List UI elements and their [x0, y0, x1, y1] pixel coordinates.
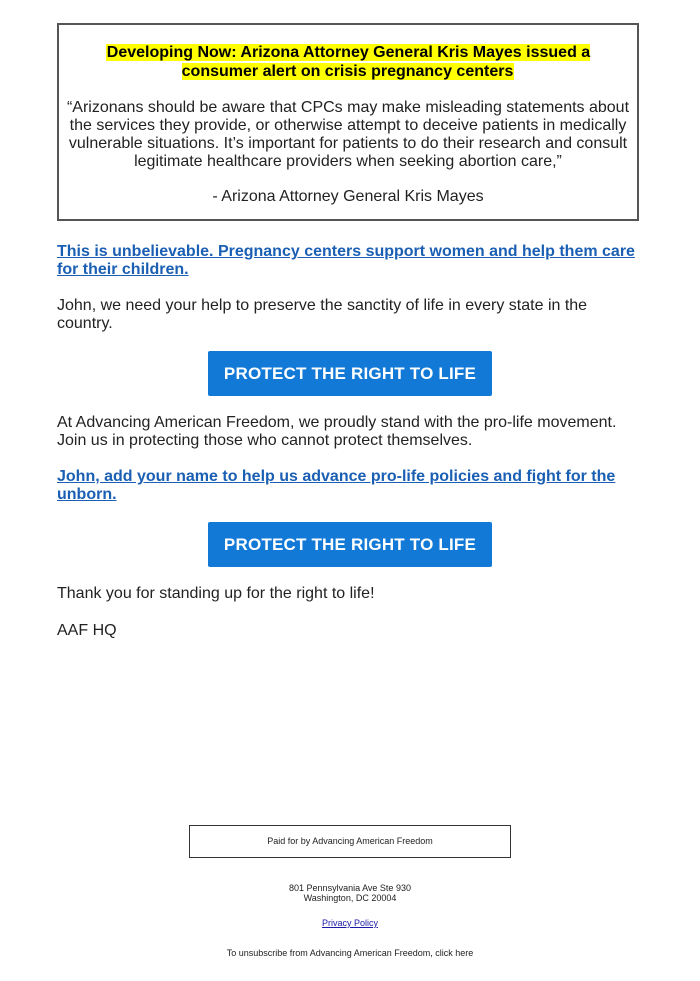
paid-for-text: Paid for by Advancing American Freedom	[267, 836, 433, 846]
signoff-text: AAF HQ	[57, 622, 117, 639]
unsubscribe-text[interactable]: To unsubscribe from Advancing American Freedom, click here	[226, 948, 474, 958]
help-paragraph: John, we need your help to preserve the sanctity of life in every state in the country.	[57, 297, 588, 332]
alert-headline-wrapper	[59, 43, 637, 81]
alert-quote: “Arizonans should be aware that CPCs may make misleading statements about the services they provide, or otherwise attempt to deceive patients in medically vulnerable situations. It’s important for patients to do their research and consult legitimate healthcare providers when seeking abortion care,”	[66, 99, 630, 170]
address-line-1: 801 Pennsylvania Ave Ste 930	[289, 883, 411, 893]
thank-you-text: Thank you for standing up for the right to life!	[57, 585, 375, 602]
alert-attribution: - Arizona Attorney General Kris Mayes	[212, 188, 484, 205]
alert-box	[57, 23, 639, 221]
paid-for-box	[189, 825, 511, 858]
protect-right-to-life-button-1[interactable]: PROTECT THE RIGHT TO LIFE	[208, 351, 492, 396]
privacy-row	[0, 918, 700, 928]
address-line-2: Washington, DC 20004	[303, 893, 397, 903]
privacy-policy-link[interactable]: Privacy Policy	[321, 918, 378, 928]
alert-headline: Developing Now: Arizona Attorney General Kris Mayes issued a consumer alert on crisis pregnancy centers	[106, 44, 591, 80]
mission-paragraph: At Advancing American Freedom, we proudly stand with the pro-life movement. Join us in protecting those who cannot protect themselves.	[57, 414, 617, 449]
add-your-name-link[interactable]: John, add your name to help us advance pro-life policies and fight for the unborn.	[57, 468, 616, 503]
protect-right-to-life-button-2[interactable]: PROTECT THE RIGHT TO LIFE	[208, 522, 492, 567]
pregnancy-centers-link[interactable]: This is unbelievable. Pregnancy centers support women and help them care for their children.	[57, 243, 635, 278]
